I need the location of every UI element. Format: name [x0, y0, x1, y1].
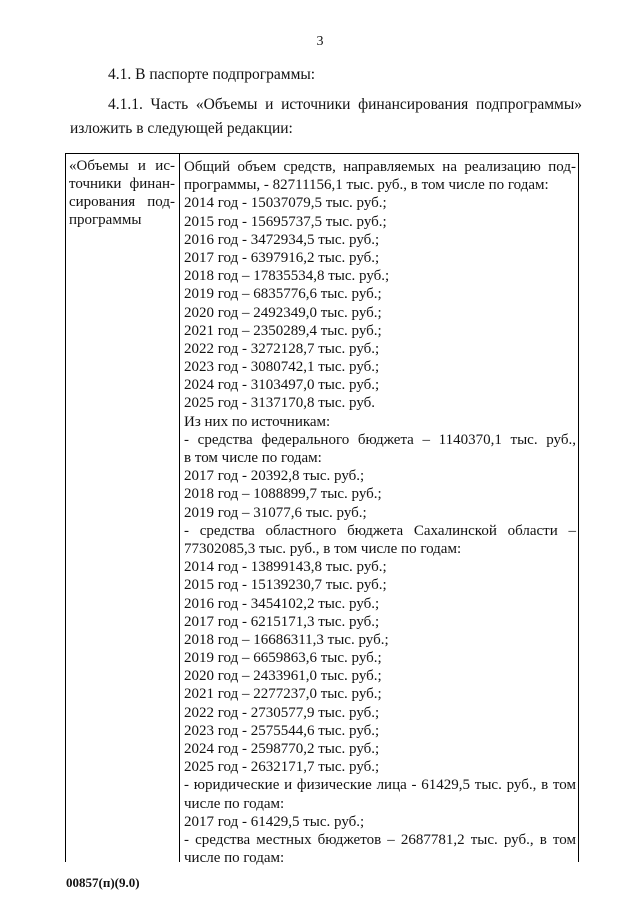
- table-text-line: 2019 год – 31077,6 тыс. руб.;: [184, 504, 367, 521]
- table-text-line: 77302085,3 тыс. руб., в том числе по годам:: [184, 540, 462, 557]
- table-text-line: 2015 год - 15139230,7 тыс. руб.;: [184, 577, 387, 594]
- table-text-line: 2023 год - 3080742,1 тыс. руб.;: [184, 359, 380, 376]
- table-text-line: 2017 год - 6215171,3 тыс. руб.;: [184, 613, 380, 630]
- table-text-line: числе по годам:: [184, 850, 285, 867]
- table-text-line: Из них по источникам:: [184, 413, 331, 430]
- left-cell-line: программы: [69, 211, 142, 228]
- table-text-line: в том числе по годам:: [184, 450, 322, 466]
- page-number: 3: [316, 34, 324, 49]
- table-text-line: 2024 год - 2598770,2 тыс. руб.;: [184, 741, 380, 757]
- table-text-line: 2022 год - 3272128,7 тыс. руб.;: [184, 340, 380, 357]
- table-text-line: - средства местных бюджетов – 2687781,2 тыс. руб., в том: [184, 831, 576, 848]
- table-text-line: 2021 год – 2277237,0 тыс. руб.;: [184, 686, 382, 703]
- table-text-line: 2014 год - 15037079,5 тыс. руб.;: [184, 195, 387, 212]
- table-left-cell: [69, 158, 175, 230]
- left-cell-line: сирования под-: [69, 193, 175, 210]
- table-text-line: 2025 год - 2632171,7 тыс. руб.;: [184, 759, 380, 776]
- table-text-line: 2022 год - 2730577,9 тыс. руб.;: [184, 704, 380, 721]
- table-text-line: 2015 год - 15695737,5 тыс. руб.;: [184, 213, 387, 230]
- table-text-line: 2017 год - 61429,5 тыс. руб.;: [184, 813, 365, 830]
- table-text-line: - средства областного бюджета Сахалинской области –: [184, 522, 576, 539]
- table-text-line: 2021 год – 2350289,4 тыс. руб.;: [184, 322, 382, 339]
- table-text-line: Общий объем средств, направляемых на реализацию под-: [184, 159, 576, 175]
- table-text-line: 2020 год – 2492349,0 тыс. руб.;: [184, 304, 382, 321]
- paragraph-passport: 4.1. В паспорте подпрограммы:: [108, 66, 316, 83]
- financing-table: [65, 153, 579, 867]
- table-text-line: 2023 год - 2575544,6 тыс. руб.;: [184, 722, 380, 739]
- table-text-line: 2018 год – 1088899,7 тыс. руб.;: [184, 486, 382, 503]
- left-cell-line: «Объемы и ис-: [69, 158, 175, 174]
- table-text-line: программы, - 82711156,1 тыс. руб., в том числе по годам:: [184, 177, 549, 194]
- table-text-line: - средства федерального бюджета – 1140370,1 тыс. руб.,: [184, 431, 576, 448]
- table-text-line: - юридические и физические лица - 61429,5 тыс. руб., в том: [184, 777, 576, 794]
- table-text-line: 2014 год - 13899143,8 тыс. руб.;: [184, 559, 387, 576]
- table-text-line: 2017 год - 20392,8 тыс. руб.;: [184, 468, 365, 485]
- paragraph-clause-line1: 4.1.1. Часть «Объемы и источники финансирования подпрограммы»: [108, 96, 582, 113]
- footer-document-code: 00857(п)(9.0): [66, 875, 140, 890]
- table-text-line: 2017 год - 6397916,2 тыс. руб.;: [184, 249, 380, 266]
- table-text-line: 2019 год – 6659863,6 тыс. руб.;: [184, 650, 382, 667]
- table-text-line: числе по годам:: [184, 795, 285, 812]
- table-text-line: 2016 год - 3454102,2 тыс. руб.;: [184, 595, 380, 612]
- table-text-line: 2020 год – 2433961,0 тыс. руб.;: [184, 668, 382, 685]
- paragraph-clause-line2: изложить в следующей редакции:: [70, 120, 293, 137]
- left-cell-line: точники финан-: [69, 175, 175, 192]
- table-text-line: 2025 год - 3137170,8 тыс. руб.: [184, 395, 376, 412]
- table-text-line: 2018 год – 16686311,3 тыс. руб.;: [184, 631, 389, 648]
- table-text-line: 2016 год - 3472934,5 тыс. руб.;: [184, 231, 380, 248]
- table-column-divider: [179, 154, 180, 862]
- table-text-line: 2019 год – 6835776,6 тыс. руб.;: [184, 286, 382, 303]
- table-text-line: 2018 год – 17835534,8 тыс. руб.;: [184, 268, 390, 285]
- table-right-cell: [184, 158, 576, 867]
- table-text-line: 2024 год - 3103497,0 тыс. руб.;: [184, 377, 380, 394]
